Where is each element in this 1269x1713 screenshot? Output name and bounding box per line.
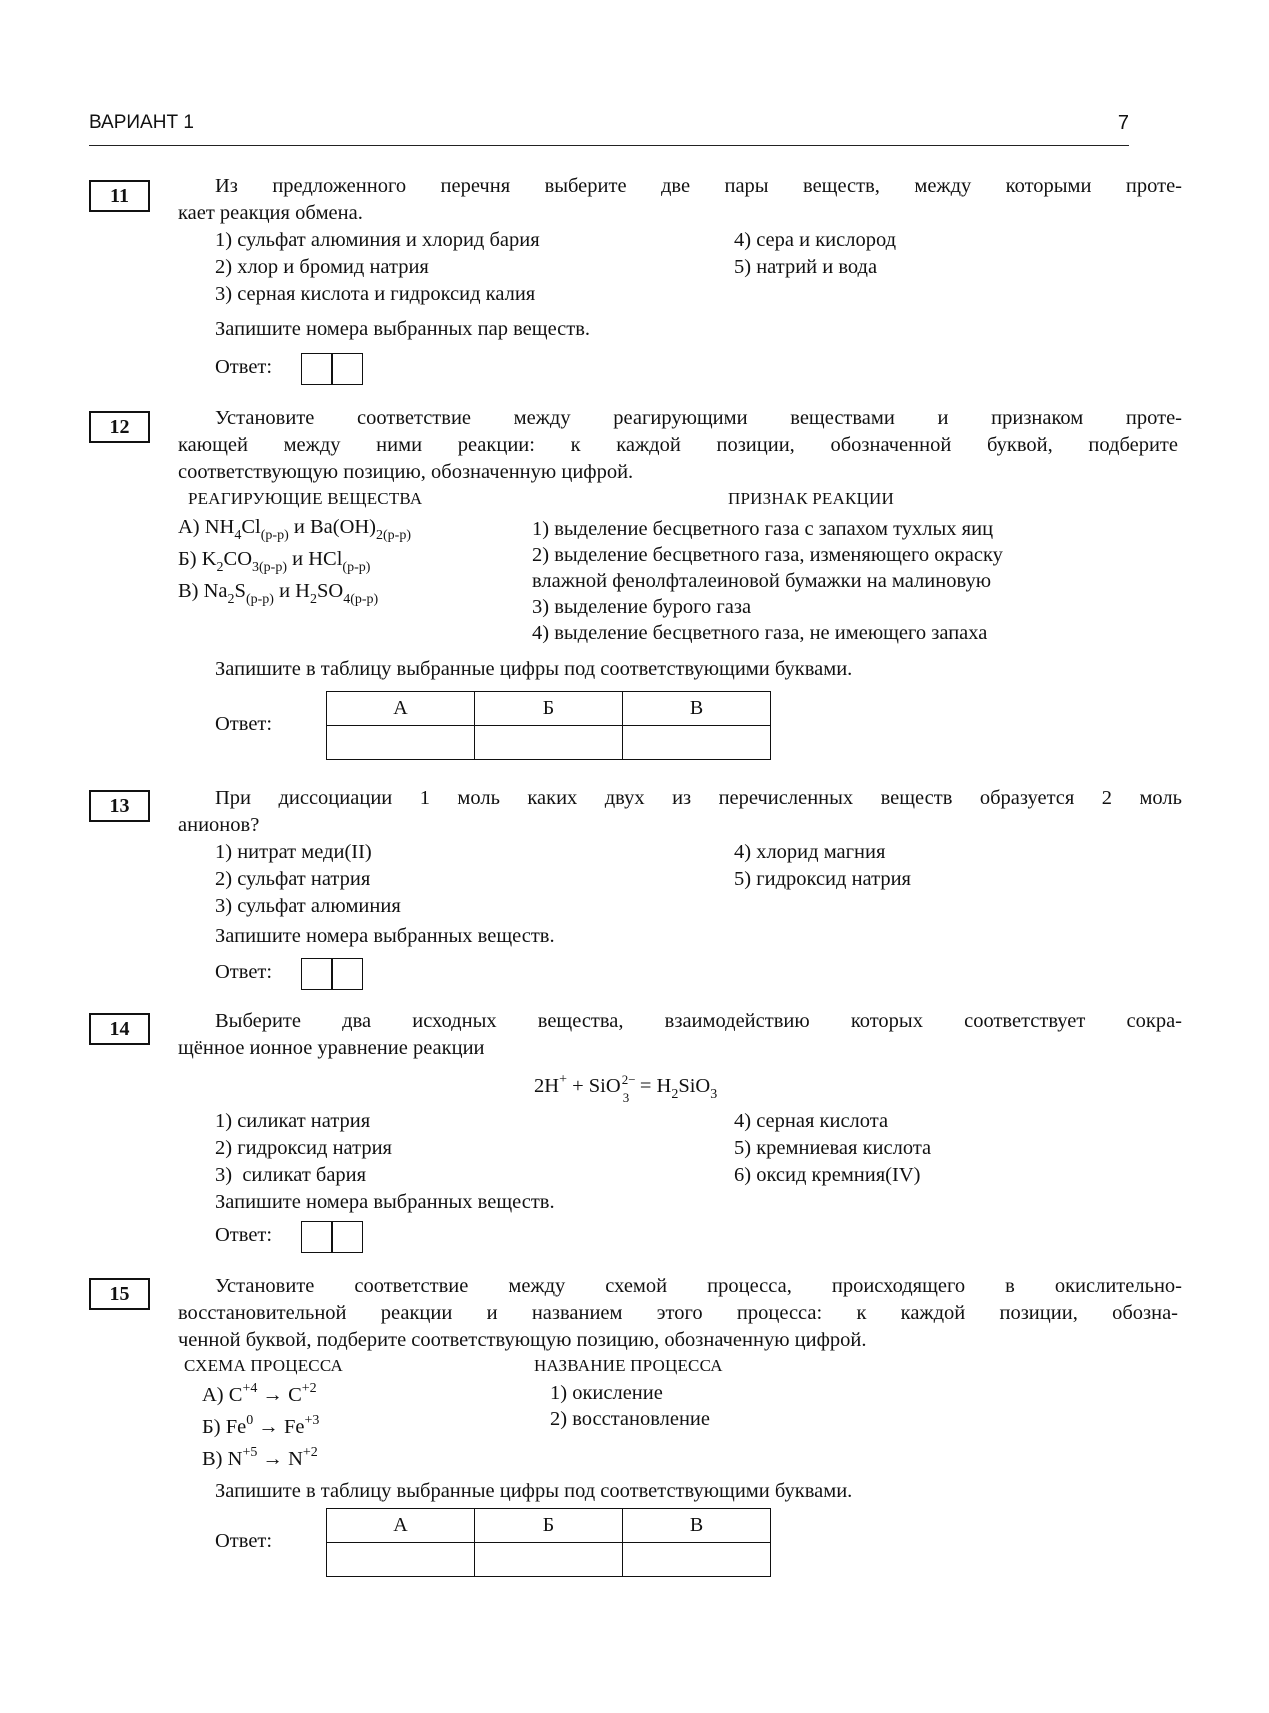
q14-option-5: 5) кремниевая кислота bbox=[734, 1137, 932, 1159]
page-number: 7 bbox=[1117, 112, 1129, 134]
q14-option-6: 6) оксид кремния(IV) bbox=[734, 1164, 921, 1186]
q13-option-4: 4) хлорид магния bbox=[734, 841, 886, 863]
q12-right-header: ПРИЗНАК РЕАКЦИИ bbox=[728, 489, 894, 508]
q15-text-line-3: ченной буквой, подберите соответствующую позицию, обозначенную цифрой. bbox=[178, 1329, 867, 1351]
q14-answer-boxes[interactable] bbox=[301, 1221, 363, 1253]
question-number-11: 11 bbox=[89, 180, 150, 212]
q11-instruction: Запишите номера выбранных пар веществ. bbox=[215, 318, 591, 340]
q13-option-2: 2) сульфат натрия bbox=[215, 868, 371, 890]
q12-right-item-4: 4) выделение бесцветного газа, не имеющего запаха bbox=[532, 622, 988, 644]
q12-answer-cell-b[interactable] bbox=[475, 726, 623, 760]
question-number-12: 12 bbox=[89, 411, 150, 443]
q15-table-header-a: А bbox=[327, 1509, 475, 1543]
q15-right-item-1: 1) окисление bbox=[550, 1382, 663, 1404]
q13-answer-label: Ответ: bbox=[215, 961, 273, 983]
q14-option-1: 1) силикат натрия bbox=[215, 1110, 371, 1132]
q15-right-header: НАЗВАНИЕ ПРОЦЕССА bbox=[534, 1356, 723, 1375]
q13-option-3: 3) сульфат алюминия bbox=[215, 895, 401, 917]
q15-left-item-a: А) $C^{+4} \to C^{+2}$ bbox=[202, 1381, 317, 1406]
q14-option-4: 4) серная кислота bbox=[734, 1110, 889, 1132]
q15-table-header-b: Б bbox=[475, 1509, 623, 1543]
q14-instruction: Запишите номера выбранных веществ. bbox=[215, 1191, 555, 1213]
q12-right-item-3: 3) выделение бурого газа bbox=[532, 596, 752, 618]
q15-text-line-2: восстановительной реакции и названием этого процесса: к каждой позиции, обозна- bbox=[178, 1302, 1178, 1324]
q11-option-1: 1) сульфат алюминия и хлорид бария bbox=[215, 229, 540, 251]
q12-right-item-1: 1) выделение бесцветного газа с запахом тухлых яиц bbox=[532, 518, 994, 540]
q14-text-line-2: щённое ионное уравнение реакции bbox=[178, 1037, 485, 1059]
q15-answer-cell-b[interactable] bbox=[475, 1543, 623, 1577]
question-number-13: 13 bbox=[89, 790, 150, 822]
q13-text-line-1: При диссоциации 1 моль каких двух из перечисленных веществ образуется 2 моль bbox=[215, 787, 1182, 809]
q12-answer-cell-a[interactable] bbox=[327, 726, 475, 760]
q12-table-header-c: В bbox=[623, 692, 771, 726]
q12-answer-cell-c[interactable] bbox=[623, 726, 771, 760]
q12-table-header-b: Б bbox=[475, 692, 623, 726]
q11-answer-label: Ответ: bbox=[215, 356, 273, 378]
q15-instruction: Запишите в таблицу выбранные цифры под соответствующими буквами. bbox=[215, 1480, 853, 1502]
q15-answer-table bbox=[326, 1508, 771, 1577]
q15-text-line-1: Установите соответствие между схемой процесса, происходящего в окислительно- bbox=[215, 1275, 1182, 1297]
q13-answer-boxes[interactable] bbox=[301, 958, 363, 990]
question-number-14: 14 bbox=[89, 1013, 150, 1045]
q12-left-item-b: Б) $K_2CO_{3(р-р)}$ и HCl$_{(р-р)}$ bbox=[178, 548, 371, 575]
q15-table-header-c: В bbox=[623, 1509, 771, 1543]
q12-left-item-c: В) $Na_2S_{(р-р)}$ и $H_2SO_{4(р-р)}$ bbox=[178, 580, 379, 607]
q11-answer-boxes[interactable] bbox=[301, 353, 363, 385]
q12-text-line-2: кающей между ними реакции: к каждой позиции, обозначенной буквой, подберите bbox=[178, 434, 1178, 456]
q12-answer-label: Ответ: bbox=[215, 713, 273, 735]
q11-option-3: 3) серная кислота и гидроксид калия bbox=[215, 283, 536, 305]
q11-option-2: 2) хлор и бромид натрия bbox=[215, 256, 429, 278]
q12-text-line-3: соответствующую позицию, обозначенную цифрой. bbox=[178, 461, 634, 483]
question-number-15: 15 bbox=[89, 1278, 150, 1310]
q14-equation: 2H+ + SiO 2− 3 = $H_2SiO_3$ bbox=[534, 1072, 718, 1105]
q11-option-5: 5) натрий и вода bbox=[734, 256, 878, 278]
q13-option-5: 5) гидроксид натрия bbox=[734, 868, 911, 890]
q15-left-item-c: В) $N^{+5} \to N^{+2}$ bbox=[202, 1445, 318, 1470]
q12-left-item-a: А) $NH_4Cl_{(р-р)}$ и $Ba(OH)_{2(р-р)}$ bbox=[178, 516, 412, 543]
q14-answer-label: Ответ: bbox=[215, 1224, 273, 1246]
q12-right-item-2a: 2) выделение бесцветного газа, изменяющего окраску bbox=[532, 544, 1003, 566]
q11-option-4: 4) сера и кислород bbox=[734, 229, 897, 251]
q12-instruction: Запишите в таблицу выбранные цифры под соответствующими буквами. bbox=[215, 658, 853, 680]
q12-right-item-2b: влажной фенолфталеиновой бумажки на малиновую bbox=[532, 570, 992, 592]
q13-text-line-2: анионов? bbox=[178, 814, 260, 836]
q15-answer-cell-a[interactable] bbox=[327, 1543, 475, 1577]
header-variant: ВАРИАНТ 1 bbox=[89, 112, 194, 133]
q11-text-line-2: кает реакция обмена. bbox=[178, 202, 363, 224]
q13-instruction: Запишите номера выбранных веществ. bbox=[215, 925, 555, 947]
q15-answer-cell-c[interactable] bbox=[623, 1543, 771, 1577]
q15-answer-label: Ответ: bbox=[215, 1530, 273, 1552]
q11-text-line-1: Из предложенного перечня выберите две пары веществ, между которыми проте- bbox=[215, 175, 1182, 197]
q14-option-2: 2) гидроксид натрия bbox=[215, 1137, 392, 1159]
q15-right-item-2: 2) восстановление bbox=[550, 1408, 711, 1430]
q15-left-header: СХЕМА ПРОЦЕССА bbox=[184, 1356, 343, 1375]
q12-answer-table bbox=[326, 691, 771, 760]
q15-left-item-b: Б) $Fe^0 \to Fe^{+3}$ bbox=[202, 1413, 320, 1438]
q12-text-line-1: Установите соответствие между реагирующими веществами и признаком проте- bbox=[215, 407, 1182, 429]
q14-text-line-1: Выберите два исходных вещества, взаимодействию которых соответствует сокра- bbox=[215, 1010, 1182, 1032]
header-divider bbox=[89, 145, 1129, 146]
q14-option-3: 3) силикат бария bbox=[215, 1164, 367, 1186]
q12-table-header-a: А bbox=[327, 692, 475, 726]
q12-left-header: РЕАГИРУЮЩИЕ ВЕЩЕСТВА bbox=[188, 489, 423, 508]
q13-option-1: 1) нитрат меди(II) bbox=[215, 841, 372, 863]
